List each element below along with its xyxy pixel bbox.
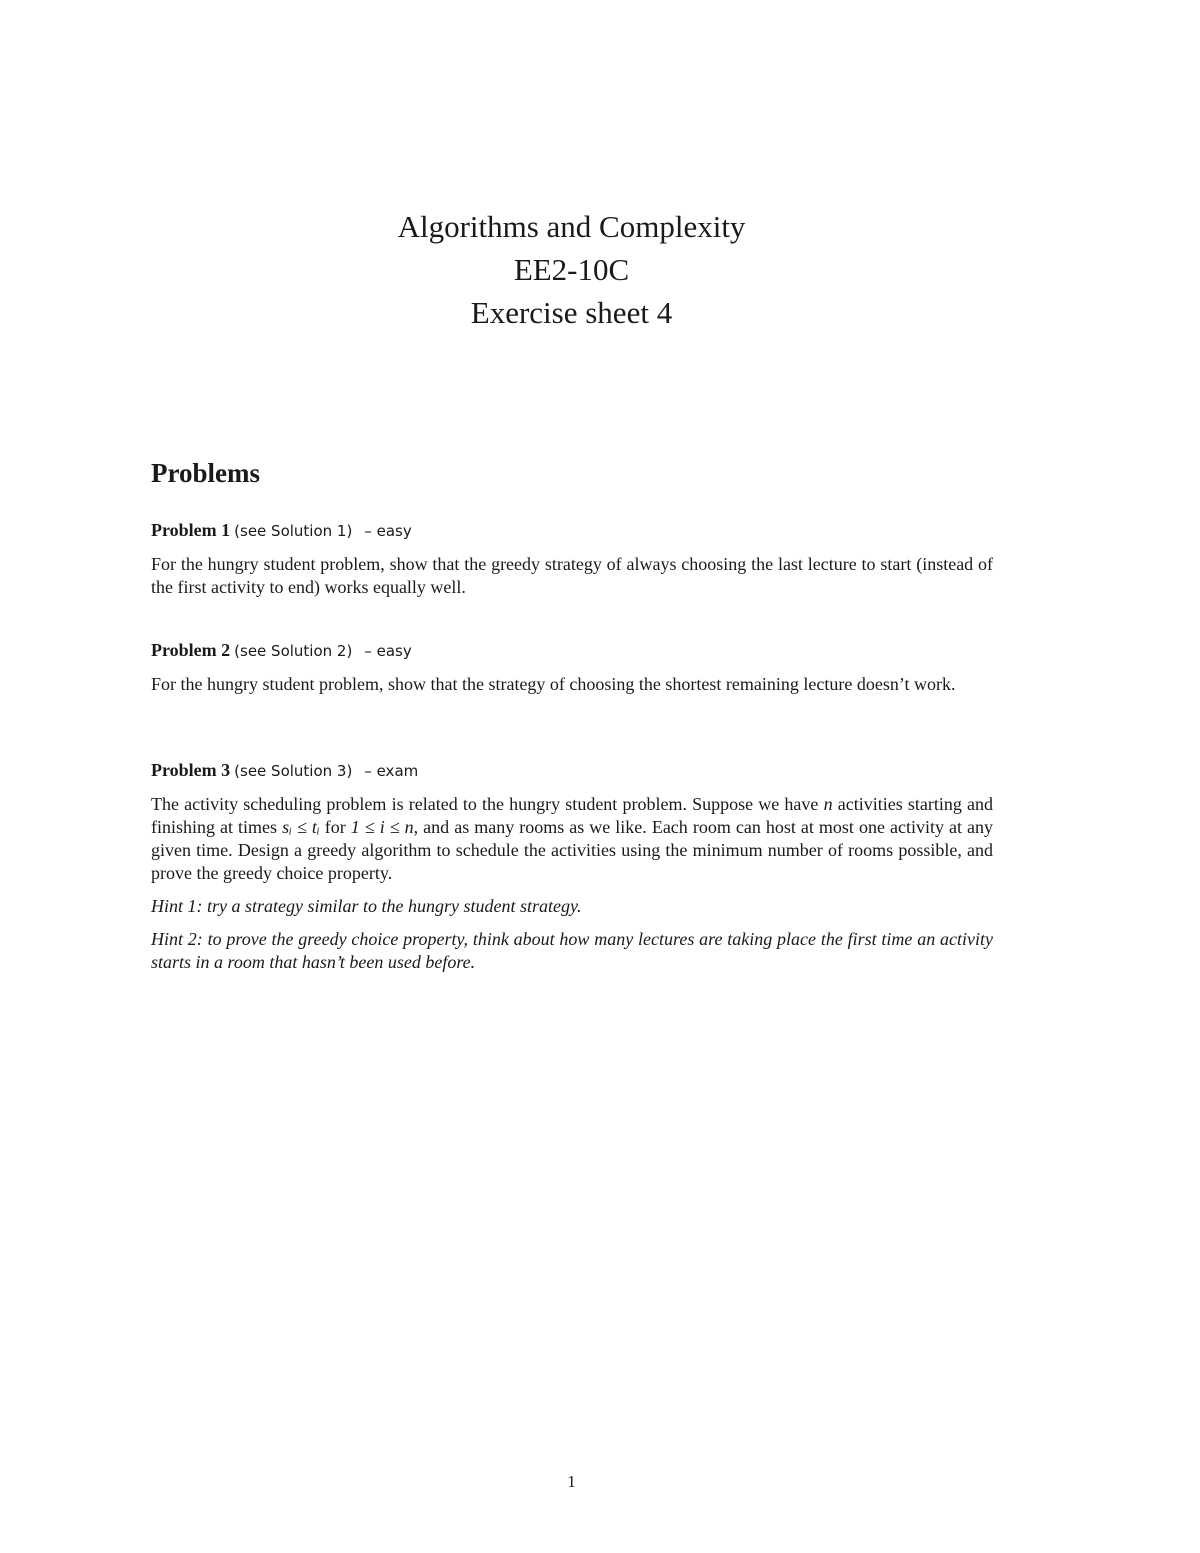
difficulty-label: – easy [364,522,412,540]
sheet-title: Exercise sheet 4 [470,295,673,330]
problem-header [151,758,993,783]
problem-text: For the hungry student problem, show that the strategy of choosing the shortest remaining lecture doesn’t work. [151,674,956,694]
solution-reference: (see Solution 3) [234,762,353,780]
hint-2: Hint 2: to prove the greedy choice property, think about how many lectures are taking place the first time an activity starts in a room that hasn’t been used before. [151,929,993,972]
problem-1 [151,518,993,599]
section-heading: Problems [151,458,260,488]
difficulty-label: – easy [364,642,412,660]
course-title: Algorithms and Complexity [397,209,746,244]
math-range: 1 ≤ i ≤ n [350,817,414,837]
problem-text-part: for [324,817,346,837]
problem-3 [151,758,993,974]
page-number: 1 [567,1472,576,1491]
problem-title: Problem 3 [151,760,231,780]
difficulty-label: – exam [364,762,419,780]
problem-header [151,638,993,663]
problem-text-part: , and as many rooms as we like. Each room can host at most one activity at any given time. Design a greedy algorithm to schedule the activities using the minimum number of rooms possible, and prove the greedy choice property. [151,817,993,883]
problem-header [151,518,993,543]
math-condition: sᵢ ≤ tᵢ [282,817,320,837]
problem-title: Problem 2 [151,640,231,660]
problem-text-part: activities starting and finishing at times [151,794,994,837]
problem-2 [151,638,993,696]
hint-1: Hint 1: try a strategy similar to the hungry student strategy. [151,896,582,916]
course-code: EE2-10C [513,252,630,287]
problem-text [151,793,993,885]
solution-reference: (see Solution 2) [234,642,353,660]
problem-title: Problem 1 [151,520,231,540]
problem-text: For the hungry student problem, show that the greedy strategy of always choosing the last lecture to start (instead of the first activity to end) works equally well. [151,554,993,597]
math-n: n [823,794,833,814]
solution-reference: (see Solution 1) [234,522,353,540]
document-title [0,205,1143,334]
problem-text-part: The activity scheduling problem is related to the hungry student problem. Suppose we have [151,794,819,814]
